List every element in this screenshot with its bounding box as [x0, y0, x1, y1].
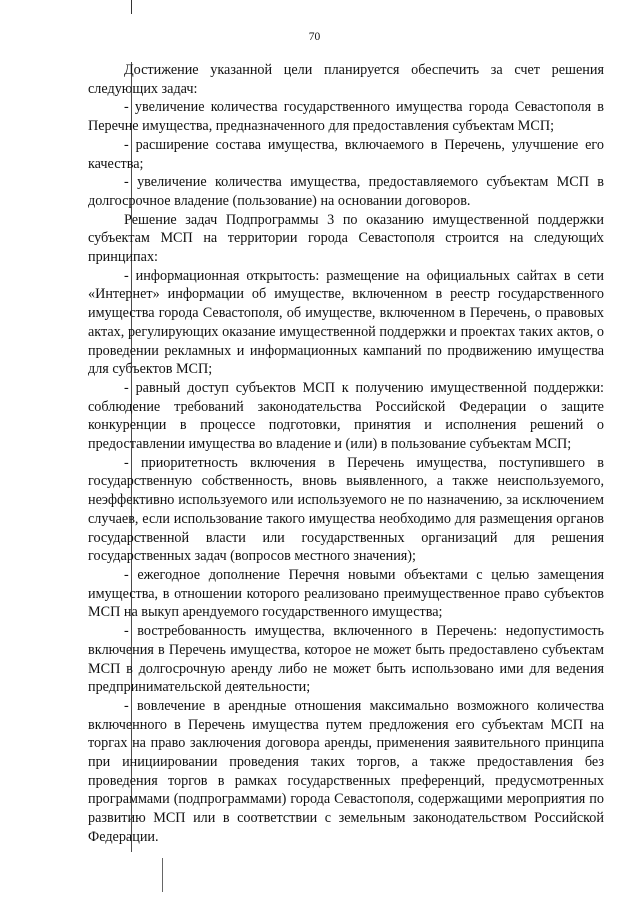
list-item-principle-4: - ежегодное дополнение Перечня новыми объектами с целью замещения имущества, в отношении которого реализовано преимущественное право субъектов МСП на выкуп арендуемого государственного имущества;	[88, 566, 604, 621]
scan-artifact-line-bottom	[162, 858, 163, 892]
list-item-principle-6: - вовлечение в арендные отношения максимально возможного количества включенного в Перечень имущества путем предложения его субъектам МСП на торгах на право заключения договора аренды, применения заявительного принципа при инициировании проведения таких торгов, а также предоставления без проведения торгов в рамках государственных преференций, предусмотренных программами (подпрограммами) города Севастополя, содержащими мероприятия по развитию МСП или в соответствии с земельным законодательством Российской Федерации.	[88, 697, 604, 845]
page-number: 70	[308, 31, 321, 43]
list-item-task-1: - увеличение количества государственного имущества города Севастополя в Перечне имущества, предназначенного для предоставления субъектам МСП;	[88, 99, 604, 135]
document-body	[88, 61, 604, 847]
paragraph-principles-intro: Решение задач Подпрограммы 3 по оказанию имущественной поддержки субъектам МСП на территории города Севастополя строится на следующих принципах:	[88, 211, 604, 266]
scan-artifact-line-top	[131, 0, 132, 14]
list-item-task-2: - расширение состава имущества, включаемого в Перечень, улучшение его качества;	[88, 136, 604, 172]
paragraph-goal-intro: Достижение указанной цели планируется обеспечить за счет решения следующих задач:	[88, 62, 604, 97]
list-item-task-3: - увеличение количества имущества, предоставляемого субъектам МСП в долгосрочное владение (пользование) на основании договоров.	[88, 174, 604, 209]
list-item-principle-3: - приоритетность включения в Перечень имущества, поступившего в государственную собственность, вновь выявленного, а также неиспользуемого, неэффективно используемого или используемого не по назначению, за исключением случаев, если использование такого имущества необходимо для размещения органов государственной власти или государственных организаций для решения государственных задач (вопросов местного значения);	[88, 454, 604, 565]
list-item-principle-1: - информационная открытость: размещение на официальных сайтах в сети «Интернет» информации об имуществе, включенном в реестр государственного имущества города Севастополя, об имуществе, включенном в Перечень, о правовых актах, регулирующих оказание имущественной поддержки и проектах таких актов, о проведении рекламных и информационных кампаний по продвижению имущества для субъектов МСП;	[88, 267, 604, 378]
list-item-principle-2: - равный доступ субъектов МСП к получению имущественной поддержки: соблюдение требований законодательства Российской Федерации о защите конкуренции в процессе подготовки, принятия и исполнения решений о предоставлении имущества во владение и (или) в пользование субъектам МСП;	[88, 379, 604, 453]
list-item-principle-5: - востребованность имущества, включенного в Перечень: недопустимость включения в Перечень имущества, которое не может быть предоставлено субъектам МСП в долгосрочную аренду либо не может быть использовано ими для ведения предпринимательской деятельности;	[88, 623, 604, 696]
